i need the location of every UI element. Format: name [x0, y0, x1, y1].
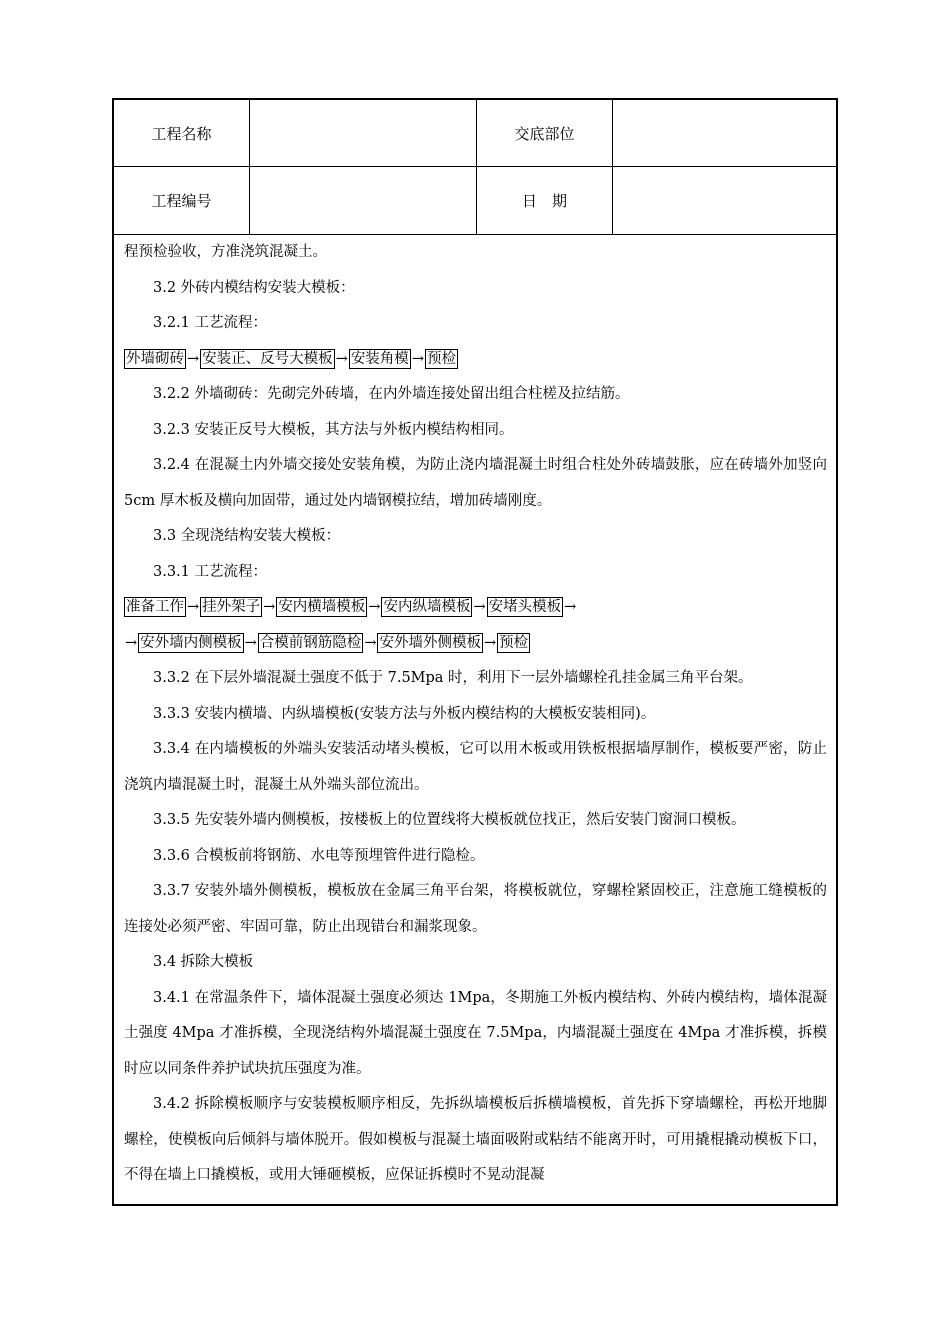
- section-heading: 3.4 拆除大模板: [153, 954, 254, 970]
- header-table: [114, 100, 836, 235]
- flow-step: 安内横墙模板: [278, 599, 366, 615]
- paragraph: 3.2.2 外墙砌砖：先砌完外砖墙，在内外墙连接处留出组合柱槎及拉结筋。: [153, 386, 630, 402]
- section-heading: 3.3 全现浇结构安装大模板：: [153, 528, 341, 544]
- paragraph: 3.3.4 在内墙模板的外端头安装活动堵头模板，它可以用木板或用铁板根据墙厚制作，模板要严密，防止浇筑内墙混凝土时，混凝土从外端头部位流出。: [124, 741, 827, 793]
- paragraph: 3.4.2 拆除模板顺序与安装模板顺序相反，先拆纵墙模板后拆横墙模板，首先拆下穿墙螺栓，再松开地脚螺栓，使模板向后倾斜与墙体脱开。假如模板与混凝土墙面吸附或粘结不能离开时，可用撬棍撬动模板下口，不得在墙上口撬模板，或用大锤砸模板，应保证拆模时不晃动混凝: [124, 1096, 827, 1183]
- project-name-value: [250, 100, 477, 167]
- arrow-icon: →: [244, 634, 257, 651]
- paragraph: 3.3.1 工艺流程：: [153, 563, 268, 580]
- flow-step: 预检: [426, 350, 456, 367]
- paragraph: 3.2.4 在混凝土内外墙交接处安装角模，为防止浇内墙混凝土时组合柱处外砖墙鼓胀，应在砖墙外加竖向 5cm 厚木板及横向加固带，通过处内墙钢模拉结，增加砖墙刚度。: [124, 457, 827, 509]
- handover-part-label: 交底部位: [477, 100, 613, 167]
- handover-part-value: [613, 100, 836, 167]
- arrow-icon: →: [564, 599, 577, 615]
- section-heading: 3.2 外砖内模结构安装大模板：: [153, 279, 355, 296]
- project-name-label: 工程名称: [114, 100, 250, 167]
- paragraph: 3.3.2 在下层外墙混凝土强度不低于 7.5Mpa 时，利用下一层外墙螺栓孔挂金属三角平台架。: [153, 670, 753, 686]
- flow-step: 预检: [499, 634, 529, 651]
- paragraph: 程预检验收，方准浇筑混凝土。: [124, 244, 327, 260]
- flow-step: 挂外架子: [202, 599, 261, 615]
- paragraph: 3.3.6 合模板前将钢筋、水电等预埋管件进行隐检。: [153, 847, 485, 864]
- flow-step: 安堵头模板: [488, 599, 562, 615]
- project-no-label: 工程编号: [114, 167, 250, 235]
- flow-step: 安外墙外侧模板: [379, 634, 481, 651]
- paragraph: 3.3.5 先安装外墙内侧模板，按楼板上的位置线将大模板就位找正，然后安装门窗洞口模板。: [153, 812, 746, 828]
- process-flow-2: [124, 590, 827, 626]
- arrow-icon: →: [411, 350, 424, 367]
- flow-step: 安装角模: [350, 350, 409, 367]
- flow-step: 安外墙内侧模板: [140, 634, 242, 651]
- arrow-icon: →: [125, 634, 138, 651]
- content-body: [114, 235, 836, 1194]
- arrow-icon: →: [483, 634, 497, 651]
- flow-step: 安装正、反号大模板: [202, 350, 333, 367]
- arrow-icon: →: [263, 599, 276, 615]
- arrow-icon: →: [335, 350, 348, 367]
- arrow-icon: →: [473, 599, 486, 615]
- flow-step: 合模前钢筋隐检: [259, 634, 362, 651]
- project-no-value: [250, 167, 477, 235]
- process-flow-1: [124, 342, 827, 378]
- paragraph: 3.2.1 工艺流程：: [153, 315, 268, 331]
- arrow-icon: →: [364, 634, 377, 651]
- flow-step: 安内纵墙模板: [383, 599, 471, 615]
- paragraph: 3.3.3 安装内横墙、内纵墙模板(安装方法与外板内模结构的大模板安装相同)。: [153, 705, 656, 722]
- flow-step: 准备工作: [126, 599, 184, 615]
- paragraph: 3.3.7 安装外墙外侧模板，模板放在金属三角平台架，将模板就位，穿螺栓紧固校正，注意施工缝模板的连接处必须严密、牢固可靠，防止出现错台和漏浆现象。: [124, 883, 827, 935]
- arrow-icon: →: [187, 599, 200, 615]
- arrow-icon: →: [368, 599, 381, 615]
- date-label: 日 期: [477, 167, 613, 235]
- date-value: [613, 167, 836, 235]
- flow-step: 外墙砌砖: [126, 350, 184, 367]
- process-flow-3: [124, 626, 827, 662]
- paragraph: 3.2.3 安装正反号大模板，其方法与外板内模结构相同。: [153, 421, 514, 438]
- arrow-icon: →: [187, 350, 200, 367]
- handover-sheet: [112, 98, 838, 1206]
- paragraph: 3.4.1 在常温条件下，墙体混凝土强度必须达 1Mpa，冬期施工外板内模结构、外砖内模结构，墙体混凝土强度 4Mpa 才准拆模，全现浇结构外墙混凝土强度在 7.5Mpa，内墙混凝土强度在 4Mpa 才准拆模，拆模时应以同条件养护试块抗压强度为准。: [124, 989, 827, 1077]
